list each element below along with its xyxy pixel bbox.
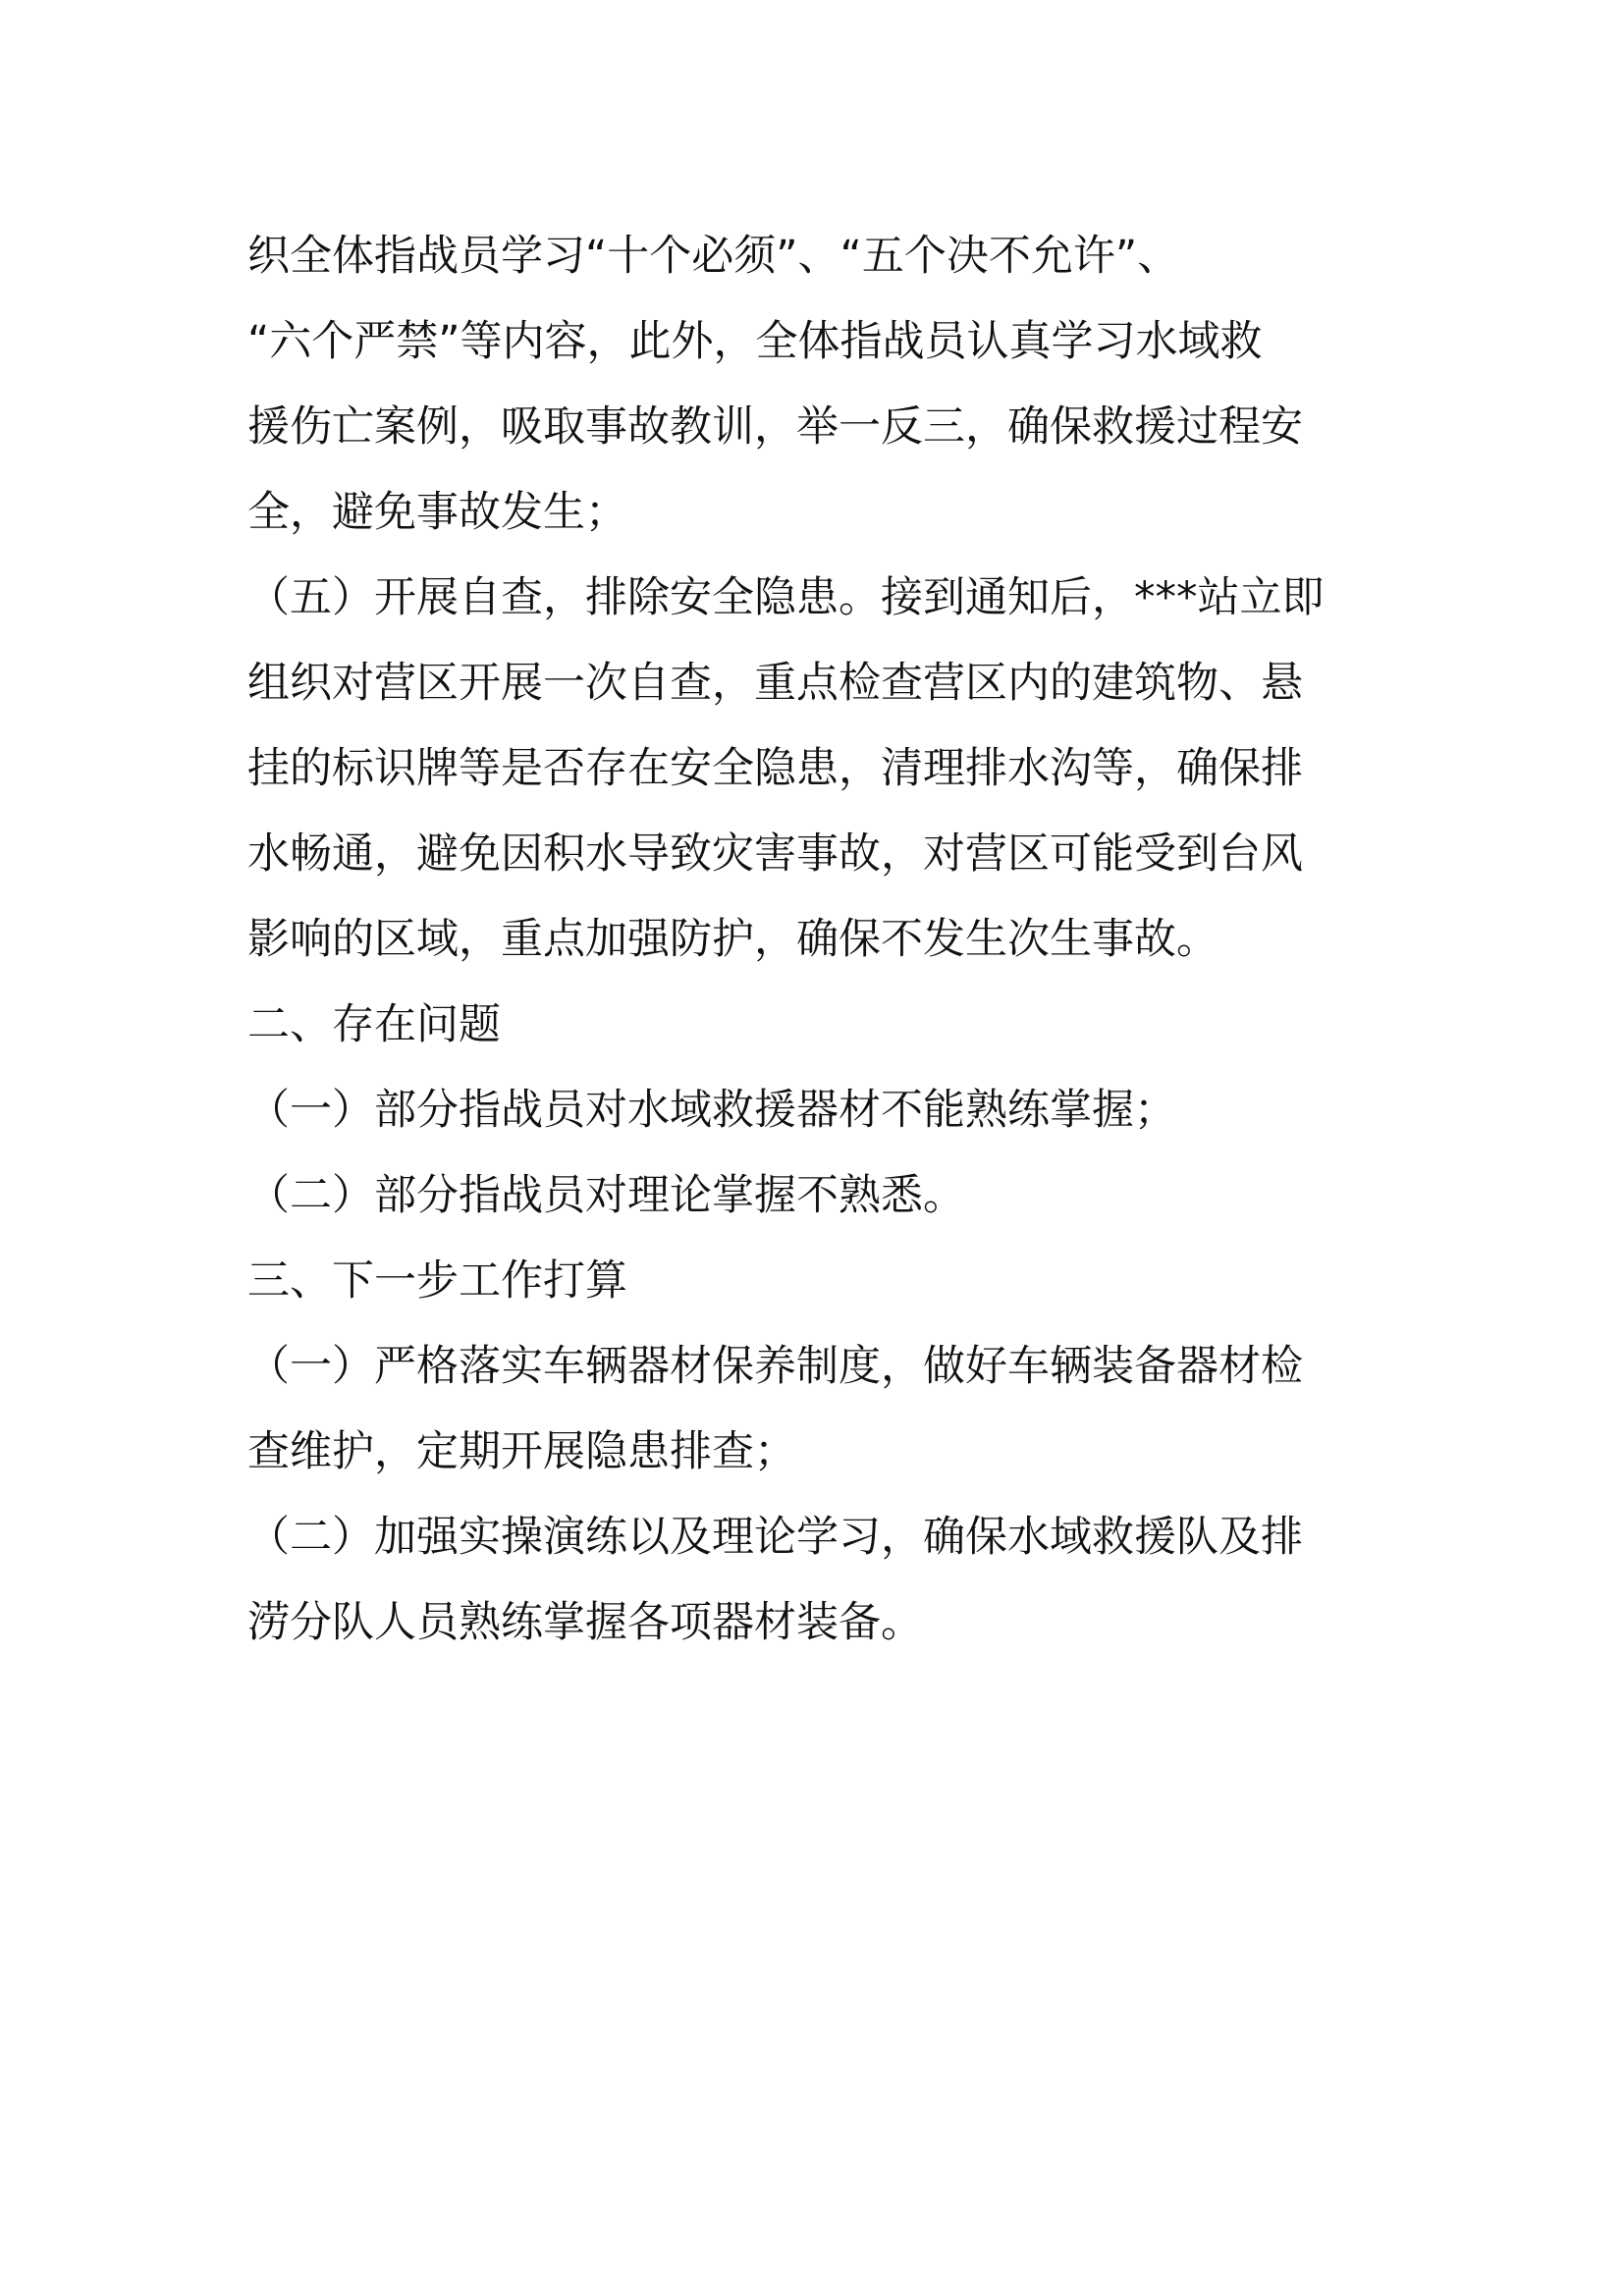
section-heading: 三、下一步工作打算: [247, 1256, 627, 1306]
text-line: 织全体指战员学习“十个必须”、“五个决不允许”、: [247, 232, 1180, 281]
document-body: [247, 214, 1386, 1666]
text-line: 全，避免事故发生；: [247, 488, 627, 537]
text-line: 查维护，定期开展隐患排查；: [247, 1427, 796, 1476]
text-line: （五）开展自查，排除安全隐患。接到通知后，***站立即: [247, 573, 1325, 622]
text-line: （二）部分指战员对理论掌握不熟悉。: [247, 1171, 965, 1220]
text-line: 涝分队人员熟练掌握各项器材装备。: [247, 1598, 923, 1647]
text-line: 援伤亡案例，吸取事故教训，举一反三，确保救援过程安: [247, 402, 1303, 452]
text-line: 挂的标识牌等是否存在安全隐患，清理排水沟等，确保排: [247, 744, 1303, 793]
text-line: 水畅通，避免因积水导致灾害事故，对营区可能受到台风: [247, 829, 1303, 879]
text-line: 影响的区域，重点加强防护，确保不发生次生事故。: [247, 915, 1218, 964]
section-heading: 二、存在问题: [247, 1000, 501, 1049]
text-line: 组织对营区开展一次自查，重点检查营区内的建筑物、悬: [247, 659, 1303, 708]
text-line: （一）严格落实车辆器材保养制度，做好车辆装备器材检: [247, 1342, 1303, 1391]
text-line: （二）加强实操演练以及理论学习，确保水域救援队及排: [247, 1513, 1303, 1562]
text-line: （一）部分指战员对水域救援器材不能熟练掌握；: [247, 1086, 1176, 1135]
text-line: “六个严禁”等内容，此外，全体指战员认真学习水域救: [247, 317, 1263, 366]
